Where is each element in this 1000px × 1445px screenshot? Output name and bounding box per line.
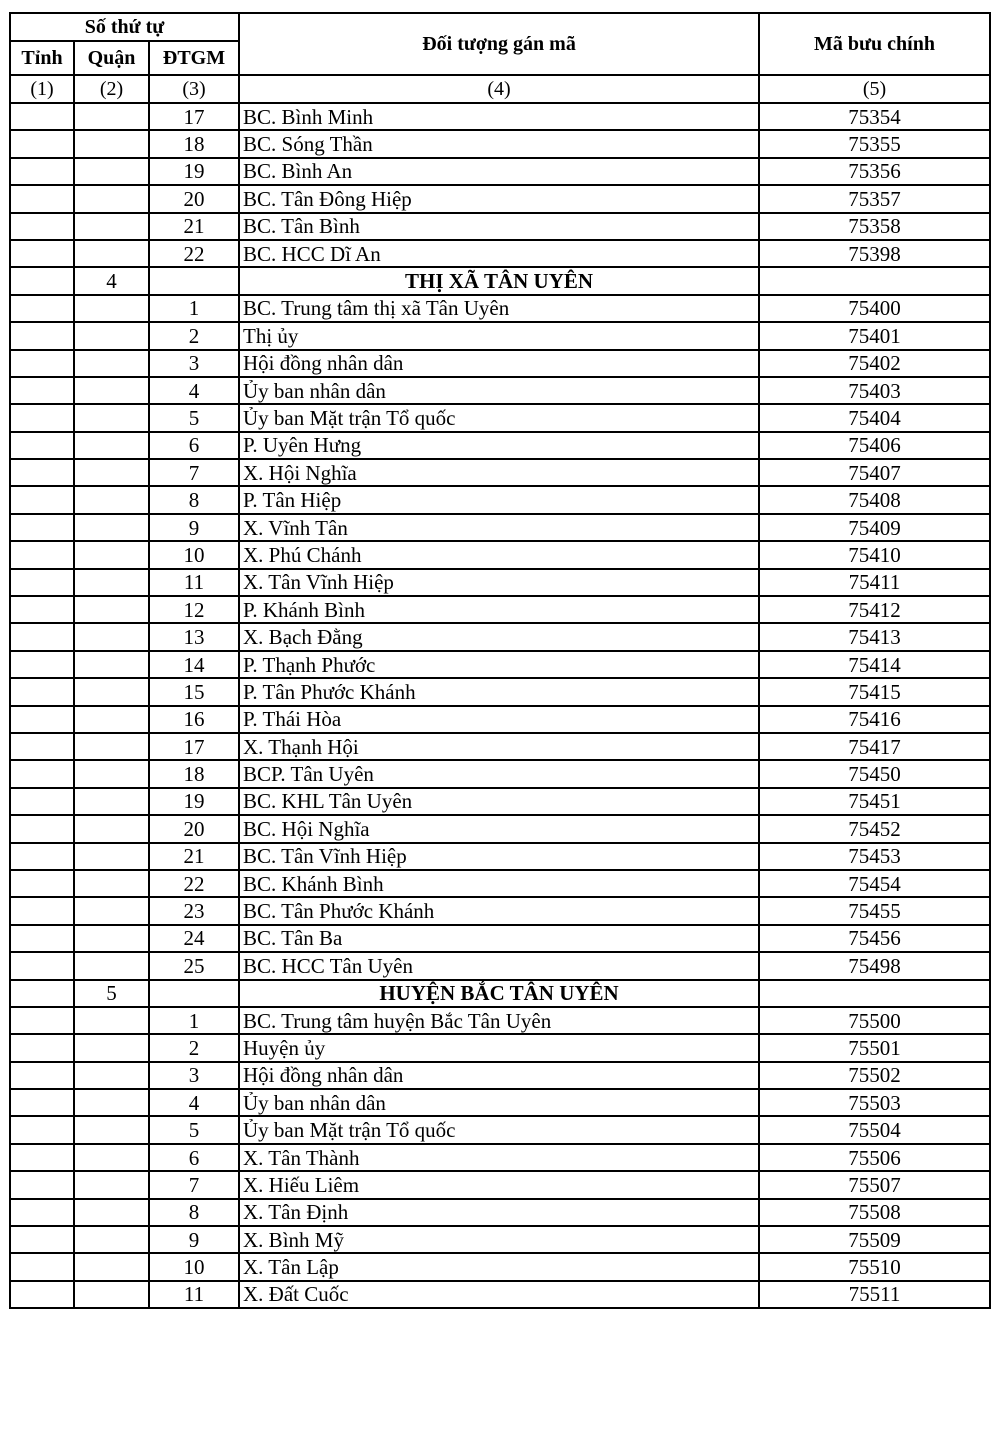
- cell-object-name: X. Tân Lập: [239, 1253, 759, 1280]
- cell-object-name: Thị ủy: [239, 322, 759, 349]
- cell-postal-code: 75456: [759, 925, 990, 952]
- index-label-1: (1): [10, 75, 74, 103]
- cell-province: [10, 459, 74, 486]
- cell-province: [10, 514, 74, 541]
- cell-province: [10, 1007, 74, 1034]
- cell-postal-code: 75400: [759, 295, 990, 322]
- cell-object-name: P. Uyên Hưng: [239, 432, 759, 459]
- table-row: [10, 925, 990, 952]
- cell-object-name: Ủy ban Mặt trận Tổ quốc: [239, 1116, 759, 1143]
- cell-dtgm: 24: [149, 925, 239, 952]
- table-row: [10, 651, 990, 678]
- cell-dtgm: 8: [149, 1199, 239, 1226]
- cell-postal-code: 75454: [759, 870, 990, 897]
- section-row: [10, 267, 990, 294]
- cell-district: [74, 185, 149, 212]
- cell-dtgm: 11: [149, 569, 239, 596]
- cell-province: [10, 1226, 74, 1253]
- table-row: [10, 843, 990, 870]
- cell-province: [10, 404, 74, 431]
- cell-province: [10, 185, 74, 212]
- cell-province: [10, 240, 74, 267]
- cell-district: [74, 596, 149, 623]
- cell-province: [10, 1253, 74, 1280]
- cell-postal-code: 75511: [759, 1281, 990, 1308]
- cell-postal-code: 75455: [759, 897, 990, 924]
- cell-postal-code: 75407: [759, 459, 990, 486]
- table-row: [10, 514, 990, 541]
- cell-dtgm: 21: [149, 843, 239, 870]
- cell-postal-code: 75406: [759, 432, 990, 459]
- cell-dtgm: 12: [149, 596, 239, 623]
- cell-postal-code: 75356: [759, 158, 990, 185]
- cell-object-name: X. Tân Thành: [239, 1144, 759, 1171]
- cell-dtgm: 10: [149, 1253, 239, 1280]
- cell-dtgm: 4: [149, 377, 239, 404]
- cell-object-name: BC. Tân Ba: [239, 925, 759, 952]
- cell-province: [10, 843, 74, 870]
- cell-district: [74, 733, 149, 760]
- cell-district: [74, 1171, 149, 1198]
- cell-object-name: Ủy ban Mặt trận Tổ quốc: [239, 404, 759, 431]
- cell-province: [10, 596, 74, 623]
- cell-postal-code: 75500: [759, 1007, 990, 1034]
- index-label-2: (2): [74, 75, 149, 103]
- cell-district: [74, 788, 149, 815]
- cell-object-name: BC. Trung tâm huyện Bắc Tân Uyên: [239, 1007, 759, 1034]
- cell-object-name: BC. HCC Tân Uyên: [239, 952, 759, 979]
- cell-object-name: X. Phú Chánh: [239, 541, 759, 568]
- cell-district: [74, 377, 149, 404]
- cell-postal-code: 75506: [759, 1144, 990, 1171]
- cell-district: [74, 678, 149, 705]
- cell-district: [74, 350, 149, 377]
- table-row: [10, 350, 990, 377]
- cell-object-name: X. Hiếu Liêm: [239, 1171, 759, 1198]
- table-row: [10, 706, 990, 733]
- cell-district: 5: [74, 980, 149, 1007]
- table-header: [10, 13, 990, 103]
- cell-postal-code: 75450: [759, 760, 990, 787]
- table-row: [10, 459, 990, 486]
- cell-district: [74, 1089, 149, 1116]
- cell-dtgm: 22: [149, 240, 239, 267]
- cell-district: [74, 569, 149, 596]
- header-order-number-group: Số thứ tự: [10, 13, 239, 41]
- cell-province: [10, 103, 74, 130]
- cell-dtgm: 1: [149, 1007, 239, 1034]
- cell-postal-code: 75404: [759, 404, 990, 431]
- cell-dtgm: 18: [149, 130, 239, 157]
- table-row: [10, 870, 990, 897]
- cell-district: [74, 623, 149, 650]
- cell-postal-code: 75413: [759, 623, 990, 650]
- cell-postal-code: 75410: [759, 541, 990, 568]
- cell-district: [74, 158, 149, 185]
- cell-dtgm: 19: [149, 158, 239, 185]
- cell-district: [74, 1007, 149, 1034]
- cell-dtgm: 1: [149, 295, 239, 322]
- header-row-group: [10, 13, 990, 41]
- header-object: Đối tượng gán mã: [239, 13, 759, 75]
- table-row: [10, 1116, 990, 1143]
- cell-postal-code: 75509: [759, 1226, 990, 1253]
- cell-province: [10, 486, 74, 513]
- cell-province: [10, 569, 74, 596]
- cell-dtgm: 20: [149, 185, 239, 212]
- cell-province: [10, 1116, 74, 1143]
- table-row: [10, 788, 990, 815]
- table-row: [10, 322, 990, 349]
- cell-province: [10, 1144, 74, 1171]
- table-row: [10, 569, 990, 596]
- cell-province: [10, 1089, 74, 1116]
- header-province: Tỉnh: [10, 41, 74, 75]
- cell-district: [74, 651, 149, 678]
- cell-object-name: BC. HCC Dĩ An: [239, 240, 759, 267]
- cell-object-name: Hội đồng nhân dân: [239, 350, 759, 377]
- cell-dtgm: 5: [149, 404, 239, 431]
- table-row: [10, 404, 990, 431]
- cell-object-name: P. Thạnh Phước: [239, 651, 759, 678]
- cell-dtgm: 16: [149, 706, 239, 733]
- cell-object-name: BC. Bình An: [239, 158, 759, 185]
- cell-object-name: BC. Hội Nghĩa: [239, 815, 759, 842]
- cell-postal-code: 75504: [759, 1116, 990, 1143]
- cell-district: [74, 322, 149, 349]
- table-row: [10, 733, 990, 760]
- table-row: [10, 1253, 990, 1280]
- cell-dtgm: [149, 980, 239, 1007]
- cell-dtgm: 6: [149, 1144, 239, 1171]
- cell-district: [74, 486, 149, 513]
- cell-district: [74, 130, 149, 157]
- cell-dtgm: 17: [149, 103, 239, 130]
- cell-district: [74, 897, 149, 924]
- cell-province: [10, 1171, 74, 1198]
- cell-province: [10, 925, 74, 952]
- cell-object-name: P. Khánh Bình: [239, 596, 759, 623]
- cell-postal-code: 75414: [759, 651, 990, 678]
- cell-dtgm: 18: [149, 760, 239, 787]
- cell-postal-code: 75403: [759, 377, 990, 404]
- cell-object-name: BC. Khánh Bình: [239, 870, 759, 897]
- cell-postal-code: 75503: [759, 1089, 990, 1116]
- cell-postal-code: [759, 267, 990, 294]
- cell-province: [10, 541, 74, 568]
- cell-district: [74, 432, 149, 459]
- cell-province: [10, 350, 74, 377]
- cell-province: [10, 760, 74, 787]
- cell-object-name: X. Vĩnh Tân: [239, 514, 759, 541]
- cell-dtgm: 5: [149, 1116, 239, 1143]
- cell-object-name: Ủy ban nhân dân: [239, 1089, 759, 1116]
- cell-dtgm: 13: [149, 623, 239, 650]
- cell-province: [10, 623, 74, 650]
- cell-district: [74, 541, 149, 568]
- cell-province: [10, 1199, 74, 1226]
- cell-province: [10, 1062, 74, 1089]
- cell-district: [74, 952, 149, 979]
- cell-dtgm: 8: [149, 486, 239, 513]
- index-label-4: (4): [239, 75, 759, 103]
- cell-postal-code: 75409: [759, 514, 990, 541]
- cell-object-name: X. Hội Nghĩa: [239, 459, 759, 486]
- cell-dtgm: 15: [149, 678, 239, 705]
- table-row: [10, 952, 990, 979]
- table-row: [10, 103, 990, 130]
- cell-province: [10, 706, 74, 733]
- cell-district: [74, 1116, 149, 1143]
- cell-province: [10, 733, 74, 760]
- table-row: [10, 295, 990, 322]
- cell-postal-code: 75416: [759, 706, 990, 733]
- table-row: [10, 1007, 990, 1034]
- cell-postal-code: 75401: [759, 322, 990, 349]
- cell-dtgm: 2: [149, 322, 239, 349]
- section-row: [10, 980, 990, 1007]
- cell-dtgm: [149, 267, 239, 294]
- cell-province: [10, 788, 74, 815]
- table-body: [10, 103, 990, 1308]
- cell-district: [74, 706, 149, 733]
- table-row: [10, 1226, 990, 1253]
- cell-province: [10, 678, 74, 705]
- cell-object-name: BCP. Tân Uyên: [239, 760, 759, 787]
- table-row: [10, 1062, 990, 1089]
- cell-province: [10, 952, 74, 979]
- table-row: [10, 213, 990, 240]
- cell-object-name: Hội đồng nhân dân: [239, 1062, 759, 1089]
- cell-postal-code: 75507: [759, 1171, 990, 1198]
- cell-province: [10, 1034, 74, 1061]
- header-district: Quận: [74, 41, 149, 75]
- cell-dtgm: 19: [149, 788, 239, 815]
- cell-dtgm: 9: [149, 1226, 239, 1253]
- cell-postal-code: 75357: [759, 185, 990, 212]
- cell-object-name: BC. Tân Vĩnh Hiệp: [239, 843, 759, 870]
- cell-district: [74, 925, 149, 952]
- cell-district: [74, 240, 149, 267]
- cell-object-name: X. Bạch Đằng: [239, 623, 759, 650]
- cell-district: [74, 1034, 149, 1061]
- header-postal-code: Mã bưu chính: [759, 13, 990, 75]
- cell-dtgm: 10: [149, 541, 239, 568]
- cell-postal-code: 75501: [759, 1034, 990, 1061]
- cell-province: [10, 377, 74, 404]
- cell-postal-code: 75358: [759, 213, 990, 240]
- cell-district: [74, 815, 149, 842]
- table-row: [10, 240, 990, 267]
- cell-object-name: BC. Trung tâm thị xã Tân Uyên: [239, 295, 759, 322]
- cell-dtgm: 17: [149, 733, 239, 760]
- cell-postal-code: 75452: [759, 815, 990, 842]
- cell-postal-code: 75402: [759, 350, 990, 377]
- cell-province: [10, 651, 74, 678]
- table-row: [10, 815, 990, 842]
- cell-province: [10, 158, 74, 185]
- cell-postal-code: 75417: [759, 733, 990, 760]
- table-row: [10, 185, 990, 212]
- cell-dtgm: 3: [149, 350, 239, 377]
- cell-district: [74, 1144, 149, 1171]
- cell-dtgm: 14: [149, 651, 239, 678]
- cell-dtgm: 9: [149, 514, 239, 541]
- cell-postal-code: 75354: [759, 103, 990, 130]
- table-row: [10, 678, 990, 705]
- cell-province: [10, 130, 74, 157]
- cell-postal-code: 75502: [759, 1062, 990, 1089]
- cell-object-name: P. Tân Hiệp: [239, 486, 759, 513]
- table-row: [10, 130, 990, 157]
- table-row: [10, 1281, 990, 1308]
- cell-object-name: Huyện ủy: [239, 1034, 759, 1061]
- cell-district: 4: [74, 267, 149, 294]
- cell-postal-code: 75412: [759, 596, 990, 623]
- table-row: [10, 486, 990, 513]
- cell-district: [74, 514, 149, 541]
- table-row: [10, 1089, 990, 1116]
- cell-district: [74, 103, 149, 130]
- table-row: [10, 897, 990, 924]
- postal-code-table: [9, 12, 991, 1309]
- cell-province: [10, 267, 74, 294]
- cell-object-name: X. Đất Cuốc: [239, 1281, 759, 1308]
- table-row: [10, 1199, 990, 1226]
- cell-postal-code: 75451: [759, 788, 990, 815]
- header-dtgm: ĐTGM: [149, 41, 239, 75]
- cell-postal-code: [759, 980, 990, 1007]
- cell-dtgm: 23: [149, 897, 239, 924]
- section-title: HUYỆN BẮC TÂN UYÊN: [239, 980, 759, 1007]
- cell-province: [10, 322, 74, 349]
- table-row: [10, 760, 990, 787]
- cell-dtgm: 7: [149, 459, 239, 486]
- cell-province: [10, 897, 74, 924]
- cell-object-name: BC. Tân Đông Hiệp: [239, 185, 759, 212]
- cell-dtgm: 20: [149, 815, 239, 842]
- cell-district: [74, 843, 149, 870]
- table-row: [10, 596, 990, 623]
- cell-postal-code: 75510: [759, 1253, 990, 1280]
- table-row: [10, 377, 990, 404]
- cell-district: [74, 1062, 149, 1089]
- cell-postal-code: 75415: [759, 678, 990, 705]
- cell-district: [74, 1253, 149, 1280]
- cell-object-name: BC. KHL Tân Uyên: [239, 788, 759, 815]
- cell-district: [74, 1281, 149, 1308]
- cell-district: [74, 295, 149, 322]
- cell-object-name: BC. Tân Bình: [239, 213, 759, 240]
- cell-province: [10, 815, 74, 842]
- section-title: THỊ XÃ TÂN UYÊN: [239, 267, 759, 294]
- cell-province: [10, 213, 74, 240]
- cell-object-name: P. Thái Hòa: [239, 706, 759, 733]
- cell-province: [10, 432, 74, 459]
- cell-dtgm: 22: [149, 870, 239, 897]
- cell-province: [10, 295, 74, 322]
- cell-dtgm: 3: [149, 1062, 239, 1089]
- cell-postal-code: 75408: [759, 486, 990, 513]
- cell-postal-code: 75453: [759, 843, 990, 870]
- cell-object-name: X. Thạnh Hội: [239, 733, 759, 760]
- cell-object-name: BC. Sóng Thần: [239, 130, 759, 157]
- cell-object-name: X. Bình Mỹ: [239, 1226, 759, 1253]
- cell-dtgm: 7: [149, 1171, 239, 1198]
- cell-object-name: Ủy ban nhân dân: [239, 377, 759, 404]
- index-label-5: (5): [759, 75, 990, 103]
- cell-dtgm: 2: [149, 1034, 239, 1061]
- table-row: [10, 432, 990, 459]
- cell-postal-code: 75508: [759, 1199, 990, 1226]
- table-row: [10, 1144, 990, 1171]
- cell-district: [74, 404, 149, 431]
- index-label-3: (3): [149, 75, 239, 103]
- cell-object-name: X. Tân Định: [239, 1199, 759, 1226]
- cell-province: [10, 870, 74, 897]
- table-row: [10, 1171, 990, 1198]
- table-row: [10, 1034, 990, 1061]
- cell-district: [74, 213, 149, 240]
- cell-object-name: P. Tân Phước Khánh: [239, 678, 759, 705]
- cell-dtgm: 11: [149, 1281, 239, 1308]
- cell-object-name: BC. Tân Phước Khánh: [239, 897, 759, 924]
- cell-postal-code: 75411: [759, 569, 990, 596]
- cell-postal-code: 75498: [759, 952, 990, 979]
- cell-dtgm: 4: [149, 1089, 239, 1116]
- header-index-row: [10, 75, 990, 103]
- cell-district: [74, 760, 149, 787]
- cell-district: [74, 1226, 149, 1253]
- cell-object-name: X. Tân Vĩnh Hiệp: [239, 569, 759, 596]
- table-row: [10, 158, 990, 185]
- cell-district: [74, 459, 149, 486]
- cell-province: [10, 1281, 74, 1308]
- cell-object-name: BC. Bình Minh: [239, 103, 759, 130]
- cell-postal-code: 75398: [759, 240, 990, 267]
- cell-district: [74, 870, 149, 897]
- table-row: [10, 541, 990, 568]
- cell-dtgm: 21: [149, 213, 239, 240]
- cell-dtgm: 6: [149, 432, 239, 459]
- cell-province: [10, 980, 74, 1007]
- cell-dtgm: 25: [149, 952, 239, 979]
- table-row: [10, 623, 990, 650]
- cell-district: [74, 1199, 149, 1226]
- cell-postal-code: 75355: [759, 130, 990, 157]
